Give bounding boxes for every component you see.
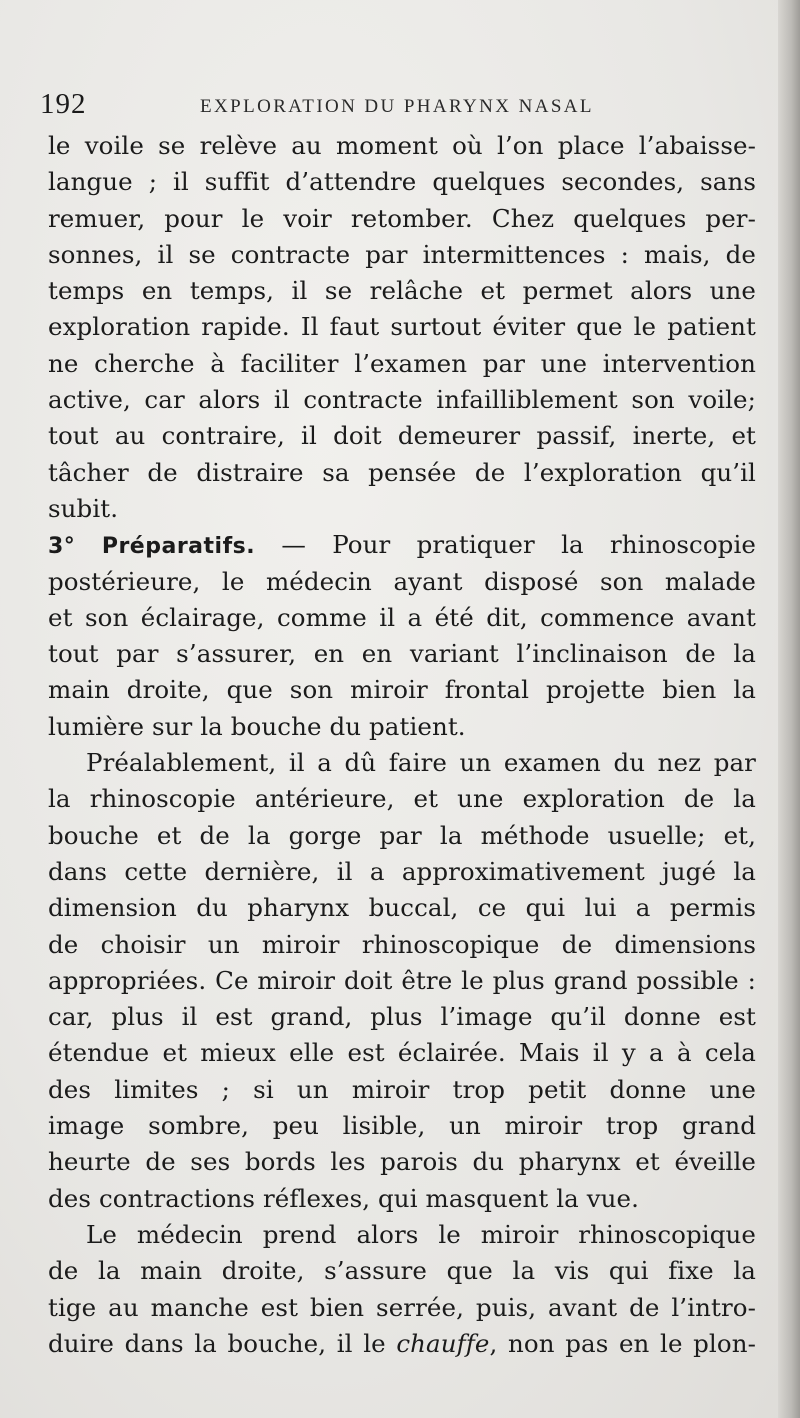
- text-line: temps en temps, il se relâche et permet alors une: [48, 276, 756, 306]
- text-line: postérieure, le médecin ayant disposé son malade: [48, 566, 756, 596]
- section-label: 3° Préparatifs.: [48, 534, 256, 560]
- text-line: tout par s’assurer, en en variant l’inclinaison de la: [48, 639, 756, 669]
- text-line: des contractions réflexes, qui masquent la vue.: [48, 1183, 640, 1213]
- text-line: la rhinoscopie antérieure, et une exploration de la: [48, 784, 756, 814]
- section-lines: [48, 564, 756, 1326]
- text-line: de la main droite, s’assure que la vis qui fixe la: [48, 1256, 756, 1286]
- text-line: ne cherche à faciliter l’examen par une intervention: [48, 348, 756, 378]
- text-line: dans cette dernière, il a approximativement jugé la: [48, 856, 756, 886]
- paragraph-continued: [48, 128, 756, 527]
- section-preparatifs: [48, 527, 756, 1362]
- text-line: de choisir un miroir rhinoscopique de dimensions: [48, 929, 756, 959]
- text-line: subit.: [48, 493, 119, 523]
- text-line: exploration rapide. Il faut surtout éviter que le patient: [48, 312, 756, 342]
- running-head: [40, 88, 756, 128]
- text-line: tige au manche est bien serrée, puis, avant de l’intro-: [48, 1292, 756, 1322]
- text-line: Préalablement, il a dû faire un examen du nez par: [86, 748, 756, 778]
- page-edge-shadow: [778, 0, 800, 1418]
- text-line: langue ; il suffit d’attendre quelques secondes, sans: [48, 167, 756, 197]
- text-line: active, car alors il contracte infailliblement son voile;: [48, 385, 756, 415]
- text-line: car, plus il est grand, plus l’image qu’il donne est: [48, 1002, 756, 1032]
- text-line: dimension du pharynx buccal, ce qui lui a permis: [48, 893, 756, 923]
- final-line-before: duire dans la bouche, il le: [48, 1328, 397, 1358]
- text-line: Le médecin prend alors le miroir rhinoscopique: [86, 1219, 756, 1249]
- running-title: EXPLORATION DU PHARYNX NASAL: [200, 96, 594, 117]
- final-line-after: , non pas en le plon-: [489, 1328, 756, 1358]
- text-line: appropriées. Ce miroir doit être le plus grand possible :: [48, 965, 756, 995]
- text-line-final: [48, 1326, 756, 1362]
- book-page: [40, 88, 756, 1362]
- text-line: heurte de ses bords les parois du pharynx et éveille: [48, 1147, 756, 1177]
- section-first-line-text: — Pour pratiquer la rhinoscopie: [255, 530, 756, 560]
- text-line: lumière sur la bouche du patient.: [48, 711, 466, 741]
- text-line: tout au contraire, il doit demeurer passif, inerte, et: [48, 421, 756, 451]
- text-line: le voile se relève au moment où l’on place l’abaisse-: [48, 131, 756, 160]
- text-line: et son éclairage, comme il a été dit, commence avant: [48, 602, 756, 632]
- text-line: tâcher de distraire sa pensée de l’exploration qu’il: [48, 457, 756, 487]
- text-line: des limites ; si un miroir trop petit donne une: [48, 1074, 756, 1104]
- text-line: étendue et mieux elle est éclairée. Mais il y a à cela: [48, 1038, 756, 1068]
- italic-word: chauffe: [396, 1328, 490, 1358]
- text-line: bouche et de la gorge par la méthode usuelle; et,: [48, 820, 756, 850]
- text-line: remuer, pour le voir retomber. Chez quelques per-: [48, 203, 756, 233]
- text-line: image sombre, peu lisible, un miroir trop grand: [48, 1111, 756, 1141]
- text-line: sonnes, il se contracte par intermittences : mais, de: [48, 239, 756, 269]
- text-line: main droite, que son miroir frontal projette bien la: [48, 675, 756, 705]
- section-heading-line: [48, 527, 756, 563]
- page-number: 192: [40, 88, 87, 120]
